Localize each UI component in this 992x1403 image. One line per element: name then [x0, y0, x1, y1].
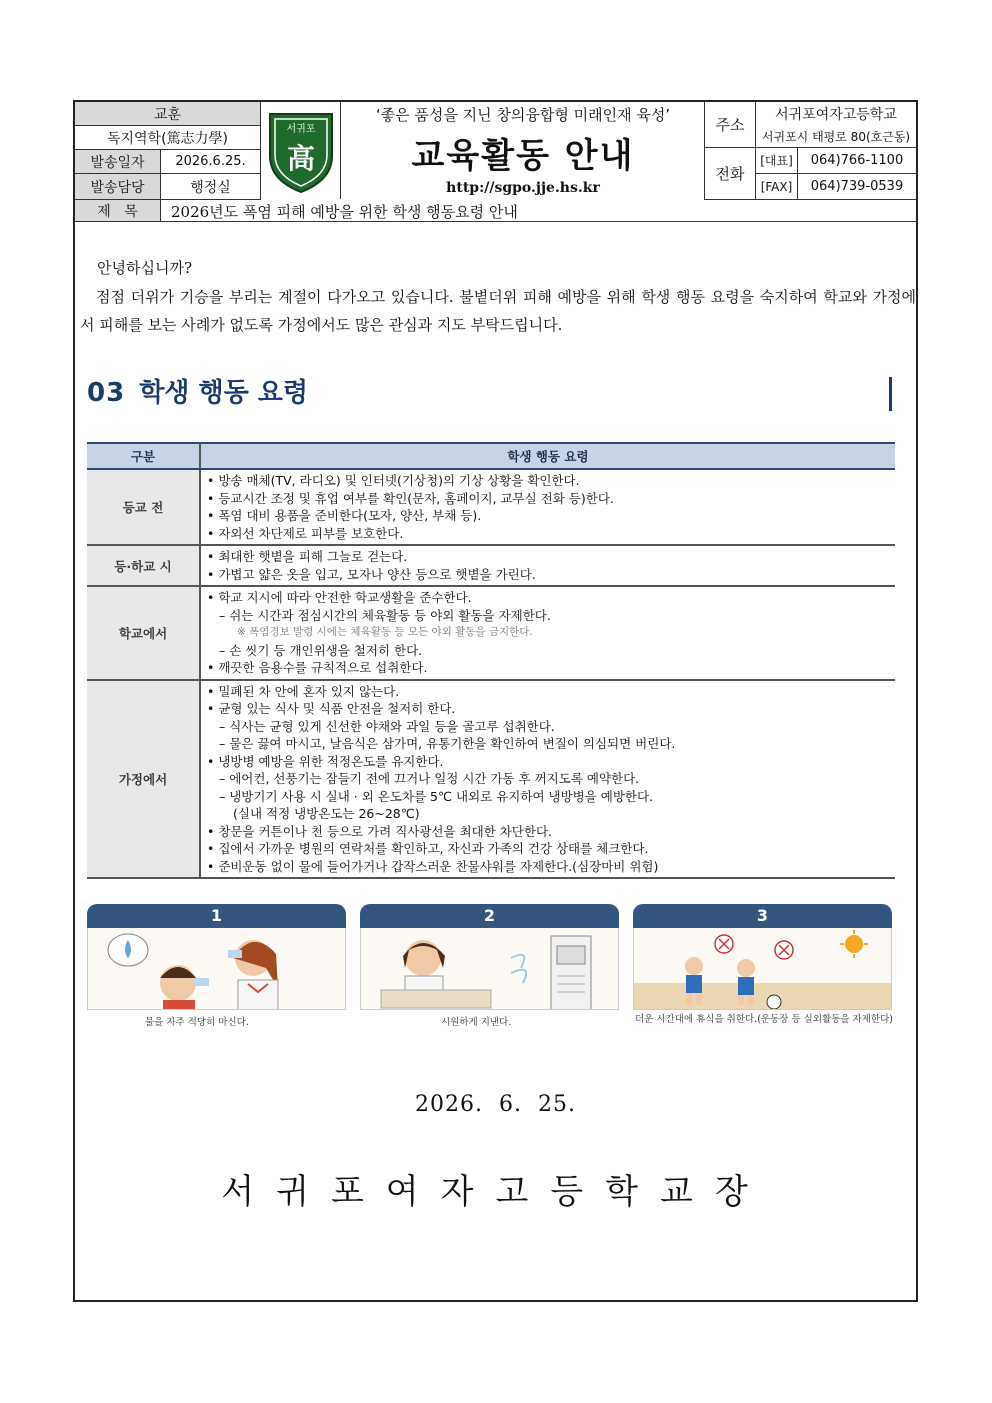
rule-line: (실내 적정 냉방온도는 26~28℃) [233, 806, 420, 821]
illustration-panel-1 [87, 904, 346, 1010]
table-header-rules: 학생 행동 요령 [200, 443, 895, 469]
section-title [87, 372, 308, 409]
panel-caption-3: 더운 시간대에 휴식을 취한다.(운동장 등 실외활동을 자제한다) [635, 1014, 893, 1025]
rule-line: – 손 씻기 등 개인위생을 철저히 한다. [219, 642, 423, 658]
subject-row [75, 200, 916, 222]
panel-number-3: 3 [633, 904, 892, 928]
fax-value: 064)739-0539 [798, 174, 916, 200]
page-title: 교육활동 안내 [411, 136, 635, 176]
table-header-category: 구분 [87, 443, 200, 469]
rule-line: • 등교시간 조정 및 휴업 여부를 확인(문자, 홈페이지, 교무실 전화 등)한다. [207, 490, 614, 506]
rule-line: • 학교 지시에 따라 안전한 학교생활을 준수한다. [207, 590, 472, 605]
rule-line: • 깨끗한 음용수를 규칙적으로 섭취한다. [207, 660, 428, 675]
fax-label: [FAX] [756, 174, 798, 200]
illustration-rest-in-heat [633, 928, 892, 1010]
row-category: 가정에서 [87, 680, 200, 879]
sent-date-value: 2026.6.25. [161, 150, 261, 174]
table-row [87, 545, 895, 586]
address-value: 서귀포시 태평로 80(호근동) [756, 125, 916, 148]
letterhead [75, 102, 916, 224]
row-category: 학교에서 [87, 586, 200, 680]
row-rules [200, 545, 895, 586]
rule-line: ※ 폭염경보 발령 시에는 체육활동 등 모든 야외 활동을 금지한다. [237, 626, 533, 638]
school-name: 서귀포여자고등학교 [775, 106, 897, 123]
illustration-panel-3 [633, 904, 892, 1010]
tel-value: 064)766-1100 [798, 148, 916, 174]
school-url: http://sgpo.jje.hs.kr [446, 180, 600, 196]
rule-line: • 집에서 가까운 병원의 연락처를 확인하고, 자신과 가족의 건강 상태를 체크한다. [207, 841, 649, 856]
sent-date-label: 발송일자 [75, 150, 161, 174]
rule-line: • 자외선 차단제로 피부를 보호한다. [207, 525, 404, 541]
row-category: 등교 전 [87, 469, 200, 545]
rule-line: • 폭염 대비 용품을 준비한다(모자, 양산, 부채 등). [207, 508, 482, 523]
tel-label: [대표] [756, 148, 798, 174]
table-row [87, 586, 895, 680]
row-category: 등·하교 시 [87, 545, 200, 586]
panel-number-2: 2 [360, 904, 619, 928]
section-number: 03 [87, 378, 126, 408]
school-logo [261, 102, 341, 199]
table-header [87, 443, 895, 469]
intro-paragraph: 점점 더위가 기승을 부리는 계절이 다가오고 있습니다. 불볕더위 피해 예방을 위해 학생 행동 요령을 숙지하여 학교와 가정에서 피해를 보는 사례가 없도록 가정에서도 많은 관심과 지도 부탁드립니다. [80, 288, 916, 334]
principal-signature: 서귀포여자고등학교장 [221, 1172, 770, 1212]
sender-label: 발송담당 [75, 174, 161, 200]
illustration-stay-cool [360, 928, 619, 1010]
subject-value: 2026년도 폭염 피해 예방을 위한 학생 행동요령 안내 [171, 203, 518, 221]
row-rules [200, 586, 895, 680]
rule-line: • 창문을 커튼이나 천 등으로 가려 직사광선을 최대한 차단한다. [207, 823, 553, 839]
issue-date: 2026. 6. 25. [415, 1092, 576, 1117]
panel-caption-1: 물을 자주 적당히 마신다. [145, 1017, 249, 1028]
panel-caption-2: 시원하게 지낸다. [441, 1017, 512, 1028]
rule-line: • 방송 매체(TV, 라디오) 및 인터넷(기상청)의 기상 상황을 확인한다. [207, 473, 580, 488]
address-label: 주소 [704, 102, 756, 148]
rule-line: • 가볍고 얇은 옷을 입고, 모자나 양산 등으로 햇볕을 가린다. [207, 566, 536, 582]
panel-number-1: 1 [87, 904, 346, 928]
subject-label: 제 목 [75, 200, 161, 221]
phone-label: 전화 [704, 148, 756, 200]
sender-value: 행정실 [161, 174, 261, 200]
slogan: ‘좋은 품성을 지닌 창의융합형 미래인재 육성’ [375, 106, 671, 124]
rules-table [87, 442, 895, 879]
rule-line: – 물은 끓여 마시고, 날음식은 삼가며, 유통기한을 확인하여 변질이 의심되면 버린다. [219, 736, 676, 751]
row-rules [200, 469, 895, 545]
section-heading: 학생 행동 요령 [139, 378, 308, 408]
rule-line: – 에어컨, 선풍기는 잠들기 전에 끄거나 일정 시간 가동 후 꺼지도록 예약한다. [219, 771, 640, 786]
rule-line: • 준비운동 없이 물에 들어가거나 갑작스러운 찬물샤워를 자제한다.(심장마비 위험) [207, 858, 659, 874]
rule-line: • 최대한 햇볕을 피해 그늘로 걷는다. [207, 549, 408, 564]
rule-line: – 쉬는 시간과 점심시간의 체육활동 등 야외 활동을 자제한다. [219, 607, 551, 623]
rule-line: • 밀폐된 차 안에 혼자 있지 않는다. [207, 683, 400, 699]
motto-label: 교훈 [75, 102, 261, 126]
rule-line: – 냉방기기 사용 시 실내 · 외 온도차를 5℃ 내외로 유지하여 냉방병을 예방한다. [219, 788, 654, 804]
logo-text: 서귀포 [286, 123, 315, 135]
section-bar [889, 377, 892, 411]
rule-line: – 식사는 균형 있게 신선한 야채와 과일 등을 골고루 섭취한다. [219, 718, 555, 734]
row-rules [200, 680, 895, 879]
motto-value: 독지역학(篤志力學) [75, 126, 261, 150]
table-row [87, 680, 895, 879]
greeting: 안녕하십니까? [97, 259, 192, 277]
illustration-panel-2 [360, 904, 619, 1010]
document-frame [73, 100, 918, 1302]
table-row [87, 469, 895, 545]
school-emblem-icon [266, 108, 336, 194]
rule-line: • 냉방병 예방을 위한 적정온도를 유지한다. [207, 753, 444, 769]
rule-line: • 균형 있는 식사 및 식품 안전을 철저히 한다. [207, 701, 456, 716]
logo-char: 高 [286, 141, 315, 175]
illustration-drink-water [87, 928, 346, 1010]
